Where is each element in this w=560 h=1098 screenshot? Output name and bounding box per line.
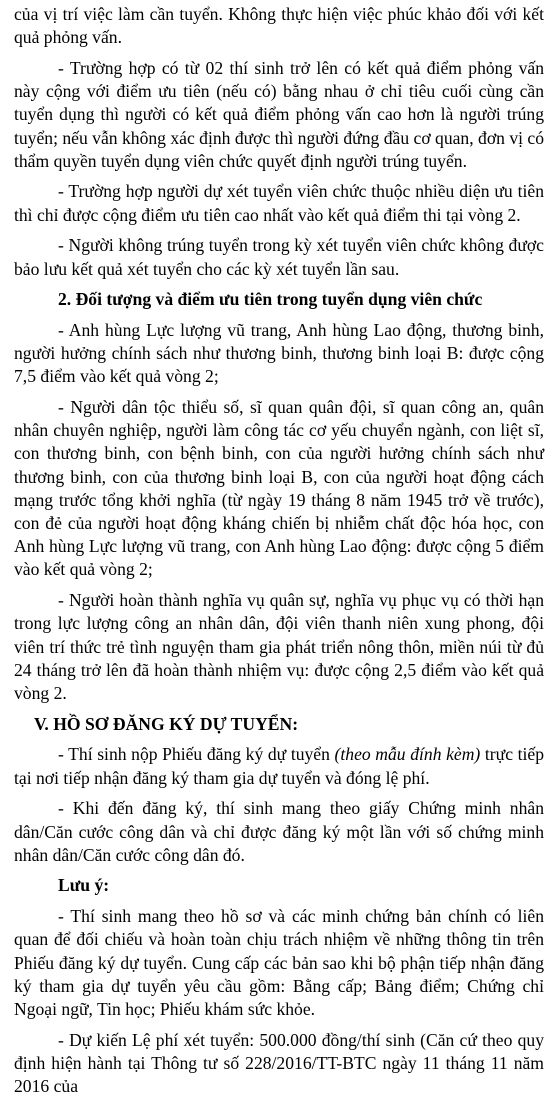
paragraph-continuation: của vị trí việc làm cần tuyển. Không thực hiện việc phúc khảo đối với kết quả phỏng vấn. bbox=[14, 4, 544, 48]
paragraph-id-card: - Khi đến đăng ký, thí sinh mang theo giấy Chứng minh nhân dân/Căn cước công dân và chỉ được đăng ký một lần với số chứng minh nhân dân/Căn cước công dân đó. bbox=[14, 798, 544, 865]
paragraph-fee: - Dự kiến Lệ phí xét tuyển: 500.000 đồng/thí sinh (Căn cứ theo quy định hiện hành tại Thông tư số 228/2016/TT-BTC ngày 11 tháng 11 năm 2016 của bbox=[14, 1029, 544, 1097]
paragraph-no-reserve: - Người không trúng tuyển trong kỳ xét tuyển viên chức không được bảo lưu kết quả xét tuyển cho các kỳ xét tuyển lần sau. bbox=[14, 235, 544, 279]
section-heading-priority: 2. Đối tượng và điểm ưu tiên trong tuyển dụng viên chức bbox=[58, 289, 483, 310]
paragraph-priority-7-5: - Anh hùng Lực lượng vũ trang, Anh hùng Lao động, thương binh, người hưởng chính sách như thương binh, thương binh loại B: được cộng 7,5 điểm vào kết quả vòng 2; bbox=[14, 319, 544, 387]
paragraph-original-documents: - Thí sinh mang theo hồ sơ và các minh chứng bản chính có liên quan để đối chiếu và hoàn toàn chịu trách nhiệm về những thông tin trên Phiếu đăng ký dự tuyển. Cung cấp các bản sao khi bộ phận tiếp nhận đăng ký tham gia dự tuyển yêu cầu gồm: Bằng cấp; Bảng điểm; Chứng chỉ Ngoại ngữ, Tin học; Phiếu khám sức khỏe. bbox=[14, 906, 544, 1019]
paragraph-priority-2-5: - Người hoàn thành nghĩa vụ quân sự, nghĩa vụ phục vụ có thời hạn trong lực lượng công an nhân dân, đội viên thanh niên xung phong, đội viên trí thức trẻ tình nguyện tham gia phát triển nông thôn, miền núi từ đủ 24 tháng trở lên đã hoàn thành nhiệm vụ: được cộng 2,5 điểm vào kết quả vòng 2. bbox=[14, 590, 544, 703]
submit-form-italic: (theo mẫu đính kèm) bbox=[334, 744, 481, 765]
paragraph-multiple-priority: - Trường hợp người dự xét tuyển viên chức thuộc nhiều diện ưu tiên thì chỉ được cộng điểm ưu tiên cao nhất vào kết quả điểm thi tại vòng 2. bbox=[14, 181, 544, 225]
paragraph-submit-form bbox=[14, 743, 544, 789]
paragraph-tie-rule: - Trường hợp có từ 02 thí sinh trở lên có kết quả điểm phỏng vấn này cộng với điểm ưu tiên (nếu có) bằng nhau ở chỉ tiêu cuối cùng cần tuyển dụng thì người có kết quả điểm phỏng vấn cao hơn là người trúng tuyển; nếu vẫn không xác định được thì người đứng đầu cơ quan, đơn vị có thẩm quyền tuyển dụng viên chức quyết định người trúng tuyển. bbox=[14, 57, 545, 171]
submit-form-text: - Thí sinh nộp Phiếu đăng ký dự tuyển bbox=[58, 744, 335, 765]
section-heading-dossier: V. HỒ SƠ ĐĂNG KÝ DỰ TUYỂN: bbox=[34, 713, 299, 734]
paragraph-priority-5: - Người dân tộc thiểu số, sĩ quan quân đội, sĩ quan công an, quân nhân chuyên nghiệp, người làm công tác cơ yếu chuyển ngành, con liệt sĩ, con thương binh, con bệnh binh, con của người hưởng chính sách như thương binh, con của thương binh loại B, con của người hoạt động cách mạng trước tổng khởi nghĩa (từ ngày 19 tháng 8 năm 1945 trở về trước), con đẻ của người hoạt động kháng chiến bị nhiễm chất độc hóa học, con Anh hùng Lực lượng vũ trang, con Anh hùng Lao động: được cộng 5 điểm vào kết quả vòng 2; bbox=[14, 397, 544, 580]
note-heading: Lưu ý: bbox=[58, 875, 110, 896]
submit-form-text-end: trực tiếp tại nơi tiếp nhận đăng ký tham gia dự tuyển và đóng lệ phí. bbox=[14, 744, 545, 788]
